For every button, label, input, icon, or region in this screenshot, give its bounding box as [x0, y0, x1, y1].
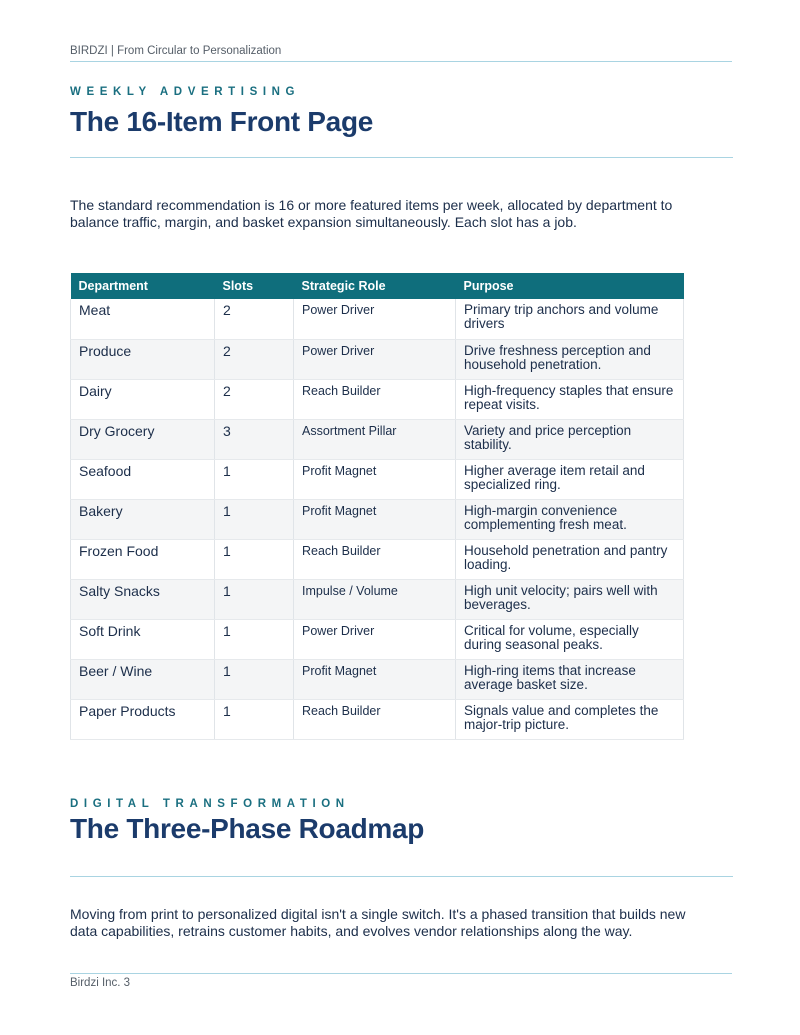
- slots-cell: 1: [215, 539, 294, 579]
- purpose-cell: Primary trip anchors and volume drivers: [456, 299, 684, 339]
- role-cell: Impulse / Volume: [294, 579, 456, 619]
- slots-cell: 1: [215, 579, 294, 619]
- department-cell: Frozen Food: [71, 539, 215, 579]
- header-divider: [70, 61, 732, 62]
- slots-cell: 2: [215, 339, 294, 379]
- section-intro-paragraph: The standard recommendation is 16 or more featured items per week, allocated by department to balance traffic, margin, and basket expansion simultaneously. Each slot has a job.: [70, 197, 673, 230]
- purpose-cell: High-margin convenience complementing fresh meat.: [456, 499, 684, 539]
- department-cell: Salty Snacks: [71, 579, 215, 619]
- role-cell: Reach Builder: [294, 699, 456, 739]
- slots-cell: 2: [215, 379, 294, 419]
- purpose-cell: Higher average item retail and specialized ring.: [456, 459, 684, 499]
- purpose-cell: High-ring items that increase average basket size.: [456, 659, 684, 699]
- role-cell: Profit Magnet: [294, 499, 456, 539]
- purpose-cell: Drive freshness perception and household penetration.: [456, 339, 684, 379]
- department-cell: Produce: [71, 339, 215, 379]
- page-header: BIRDZI | From Circular to Personalization: [70, 45, 282, 57]
- table-row: [71, 299, 684, 339]
- column-header-purpose: Purpose: [456, 273, 684, 299]
- table-row: [71, 539, 684, 579]
- table-row: [71, 379, 684, 419]
- slots-cell: 1: [215, 699, 294, 739]
- column-header-department: Department: [71, 273, 215, 299]
- column-header-slots: Slots: [215, 273, 294, 299]
- slots-cell: 1: [215, 499, 294, 539]
- role-cell: Assortment Pillar: [294, 419, 456, 459]
- slots-cell: 1: [215, 459, 294, 499]
- department-cell: Meat: [71, 299, 215, 339]
- column-header-strategic-role: Strategic Role: [294, 273, 456, 299]
- department-cell: Seafood: [71, 459, 215, 499]
- department-cell: Beer / Wine: [71, 659, 215, 699]
- table-row: [71, 619, 684, 659]
- purpose-cell: High-frequency staples that ensure repeat visits.: [456, 379, 684, 419]
- purpose-cell: Critical for volume, especially during seasonal peaks.: [456, 619, 684, 659]
- department-cell: Soft Drink: [71, 619, 215, 659]
- table-row: [71, 659, 684, 699]
- slots-cell: 1: [215, 619, 294, 659]
- role-cell: Power Driver: [294, 299, 456, 339]
- purpose-cell: Variety and price perception stability.: [456, 419, 684, 459]
- slots-cell: 3: [215, 419, 294, 459]
- department-cell: Bakery: [71, 499, 215, 539]
- section-eyebrow-weekly-advertising: WEEKLY ADVERTISING: [70, 86, 301, 98]
- department-allocation-table: [70, 273, 684, 740]
- department-cell: Paper Products: [71, 699, 215, 739]
- department-cell: Dairy: [71, 379, 215, 419]
- section-eyebrow-digital-transformation: DIGITAL TRANSFORMATION: [70, 798, 350, 810]
- page-footer: Birdzi Inc. 3: [70, 977, 131, 989]
- role-cell: Power Driver: [294, 339, 456, 379]
- slots-cell: 2: [215, 299, 294, 339]
- role-cell: Power Driver: [294, 619, 456, 659]
- purpose-cell: High unit velocity; pairs well with beverages.: [456, 579, 684, 619]
- purpose-cell: Household penetration and pantry loading.: [456, 539, 684, 579]
- role-cell: Profit Magnet: [294, 659, 456, 699]
- section-title-front-page: The 16-Item Front Page: [70, 106, 374, 137]
- section-title-roadmap: The Three-Phase Roadmap: [70, 813, 425, 844]
- slots-cell: 1: [215, 659, 294, 699]
- table-header-row: [71, 273, 684, 299]
- table-row: [71, 459, 684, 499]
- section-intro-paragraph: Moving from print to personalized digital isn't a single switch. It's a phased transition that builds new data capabilities, retrains customer habits, and evolves vendor relationships along the way.: [70, 906, 686, 939]
- table-row: [71, 699, 684, 739]
- table-row: [71, 419, 684, 459]
- table-row: [71, 579, 684, 619]
- footer-divider: [70, 973, 732, 974]
- table-row: [71, 499, 684, 539]
- purpose-cell: Signals value and completes the major-trip picture.: [456, 699, 684, 739]
- department-cell: Dry Grocery: [71, 419, 215, 459]
- table-row: [71, 339, 684, 379]
- role-cell: Reach Builder: [294, 379, 456, 419]
- section-divider: [70, 876, 733, 877]
- role-cell: Profit Magnet: [294, 459, 456, 499]
- section-divider: [70, 157, 733, 158]
- role-cell: Reach Builder: [294, 539, 456, 579]
